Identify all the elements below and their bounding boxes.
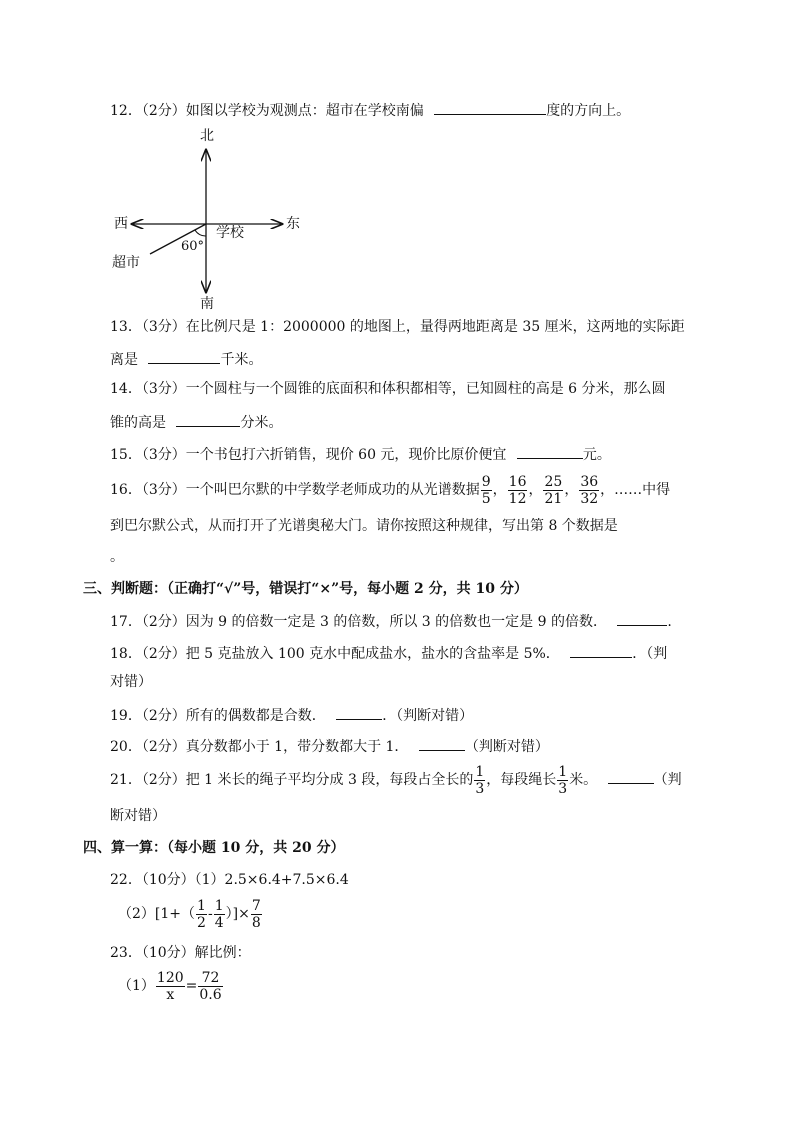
question-15-text: 15．（3分）一个书包打六折销售，现价 60 元，现价比原价便宜 bbox=[110, 447, 507, 463]
question-14-suffix: 分米。 bbox=[240, 415, 283, 431]
angle-arc bbox=[195, 230, 206, 236]
question-22-line1: 22．（10分）（1）2.5×6.4+7.5×6.4 bbox=[110, 872, 349, 888]
question-12-text: 12．（2分）如图以学校为观测点：超市在学校南偏 bbox=[110, 103, 424, 119]
question-23-line1: 23．（10分）解比例： bbox=[110, 945, 251, 961]
south-label: 南 bbox=[200, 296, 214, 312]
answer-blank-21[interactable] bbox=[608, 769, 654, 784]
question-16-line1: 16．（3分）一个叫巴尔默的中学数学老师成功的从光谱数据 $\frac{9}{5}$ ， $\frac{16}{12}$ ， $\frac{25}{21}$ ， $\frac{36}{32}$ ，……中得 bbox=[110, 473, 671, 507]
question-15-suffix: 元。 bbox=[582, 447, 611, 463]
school-label: 学校 bbox=[216, 225, 244, 241]
west-label: 西 bbox=[114, 216, 128, 232]
section-3-title: 三、判断题：（正确打“√”号，错误打“×”号，每小题 2 分，共 10 分） bbox=[83, 581, 528, 597]
question-17: 17．（2分）因为 9 的倍数一定是 3 的倍数，所以 3 的倍数也一定是 9 的倍数． . bbox=[110, 611, 672, 631]
fraction-1-4: $\frac{1}{4}$ bbox=[214, 897, 224, 931]
question-13-line1: 13．（3分）在比例尺是 1：2000000 的地图上，量得两地距离是 35 厘米，这两地的实际距 bbox=[110, 319, 685, 335]
compass-diagram bbox=[100, 120, 320, 315]
answer-blank-12[interactable] bbox=[434, 100, 546, 115]
market-label: 超市 bbox=[112, 255, 140, 271]
question-15 bbox=[110, 444, 611, 464]
question-13-line2 bbox=[110, 349, 262, 369]
question-18-line2: 对错） bbox=[110, 674, 152, 690]
answer-blank-18[interactable] bbox=[570, 643, 632, 658]
fraction-16-12: $\frac{16}{12}$ bbox=[508, 473, 527, 507]
answer-blank-20[interactable] bbox=[419, 736, 465, 751]
fraction-7-8: $\frac{7}{8}$ bbox=[251, 897, 261, 931]
question-14-prefix: 锥的高是 bbox=[110, 415, 166, 431]
fraction-72-0.6: $\frac{72}{0.6}$ bbox=[199, 969, 222, 1003]
fraction-1-3-b: $\frac{1}{3}$ bbox=[558, 763, 568, 797]
question-17-text: 17．（2分）因为 9 的倍数一定是 3 的倍数，所以 3 的倍数也一定是 9 的倍数． bbox=[110, 614, 607, 630]
fraction-1-3: $\frac{1}{3}$ bbox=[475, 763, 485, 797]
section-4-title: 四、算一算：（每小题 10 分，共 20 分） bbox=[83, 840, 345, 856]
question-19: 19．（2分）所有的偶数都是合数． ．（判断对错） bbox=[110, 705, 473, 725]
question-20: 20．（2分）真分数都小于 1，带分数都大于 1． （判断对错） bbox=[110, 736, 549, 756]
question-22-part2: （2）[1+（ $\frac{1}{2}$ - $\frac{1}{4}$ ）]× $\frac{7}{8}$ bbox=[118, 897, 261, 931]
fraction-25-21: $\frac{25}{21}$ bbox=[544, 473, 563, 507]
answer-blank-13[interactable] bbox=[148, 349, 220, 364]
question-14-line1: 14．（3分）一个圆柱与一个圆锥的底面积和体积都相等，已知圆柱的高是 6 分米，那么圆 bbox=[110, 381, 666, 397]
question-21-line2: 断对错） bbox=[110, 808, 166, 824]
answer-blank-14[interactable] bbox=[176, 412, 240, 427]
question-21: 21．（2分）把 1 米长的绳子平均分成 3 段，每段占全长的 $\frac{1}{3}$ ，每段绳长 $\frac{1}{3}$ 米。 （判 bbox=[110, 763, 682, 797]
question-16-text: 16．（3分）一个叫巴尔默的中学数学老师成功的从光谱数据 bbox=[110, 482, 480, 498]
question-14-line2 bbox=[110, 412, 282, 432]
answer-blank-15[interactable] bbox=[517, 444, 583, 459]
question-18: 18．（2分）把 5 克盐放入 100 克水中配成盐水，盐水的含盐率是 5%． ．（判 bbox=[110, 643, 667, 663]
answer-blank-19[interactable] bbox=[336, 705, 382, 720]
question-23-part1: （1） $\frac{120}{x}$ = $\frac{72}{0.6}$ bbox=[118, 969, 222, 1003]
answer-blank-17[interactable] bbox=[617, 611, 667, 626]
fraction-1-2: $\frac{1}{2}$ bbox=[197, 897, 206, 931]
question-16-suffix: ，……中得 bbox=[600, 482, 671, 498]
north-label: 北 bbox=[200, 128, 214, 144]
question-16-line3: 。 bbox=[110, 549, 124, 565]
fraction-36-32: $\frac{36}{32}$ bbox=[580, 473, 599, 507]
fraction-9-5: $\frac{9}{5}$ bbox=[481, 473, 491, 507]
fraction-120-x: $\frac{120}{x}$ bbox=[156, 969, 184, 1003]
angle-label: 60° bbox=[181, 239, 205, 254]
question-13-prefix: 离是 bbox=[110, 352, 138, 368]
question-12-after: 度的方向上。 bbox=[546, 103, 631, 119]
question-18-text: 18．（2分）把 5 克盐放入 100 克水中配成盐水，盐水的含盐率是 5%． bbox=[110, 646, 560, 662]
question-19-text: 19．（2分）所有的偶数都是合数． bbox=[110, 708, 326, 724]
question-12 bbox=[110, 100, 630, 120]
question-21-text: 21．（2分）把 1 米长的绳子平均分成 3 段，每段占全长的 bbox=[110, 772, 474, 788]
question-16-line2: 到巴尔默公式，从而打开了光谱奥秘大门。请你按照这种规律，写出第 8 个数据是 bbox=[110, 518, 618, 534]
question-13-suffix: 千米。 bbox=[220, 352, 263, 368]
question-20-text: 20．（2分）真分数都小于 1，带分数都大于 1． bbox=[110, 739, 409, 755]
east-label: 东 bbox=[286, 216, 300, 232]
